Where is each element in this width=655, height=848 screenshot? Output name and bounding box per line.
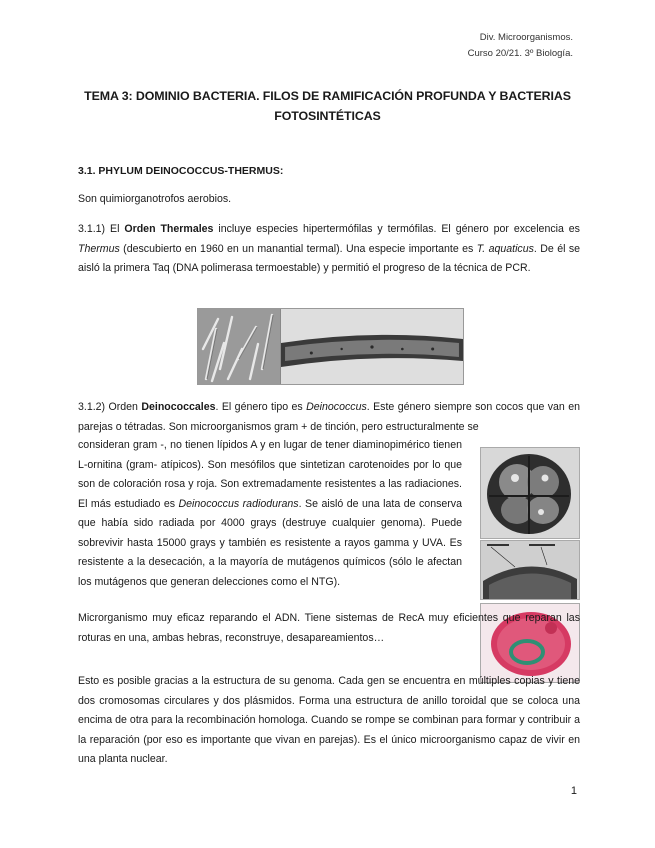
- thermus-cell-image: [281, 309, 463, 384]
- deinococcales-paragraph-continued: [78, 436, 462, 592]
- deinococcales-bold-term: Deinococcales: [141, 401, 216, 413]
- deinococcales-text: . El género tipo es: [215, 401, 307, 413]
- deinococcales-text: . Se aisló de una lata de conserva que había sido radiada por 4000 grays (destruye cualquier genoma). Puede sobrevivir hasta 15000 grays y también es resistente a rayos gamma y UVA. Es resistente a la desecación, a la mayoría de mutágenos químicos (sólo le afectan los mutágenos que generan delecciones como el NTG).: [78, 497, 463, 588]
- header-course-name: Div. Microorganismos.: [479, 32, 573, 43]
- document-header: [468, 30, 573, 62]
- title-line-2: FOTOSINTÉTICAS: [274, 109, 381, 123]
- thermus-rods-image: [198, 309, 281, 384]
- thermales-text: (descubierto en 1960 en un manantial termal). Una especie importante es: [119, 242, 477, 255]
- deinococcales-italic-term: Deinococcus radiodurans: [178, 497, 299, 510]
- deinococcales-text: . Este género siempre son cocos que van en parejas o tétradas. Son microorganismos gram + de tinción, pero estructuralmente se: [78, 401, 580, 433]
- thermales-italic-term: Thermus: [78, 242, 120, 255]
- page-title: [60, 86, 595, 126]
- intro-paragraph: Son quimiorganotrofos aerobios.: [78, 193, 232, 205]
- thermales-text: 3.1.1) El: [78, 223, 125, 235]
- deinococcales-italic-term: Deinococcus: [306, 401, 367, 413]
- thermales-text: incluye especies hipertermófilas y termófilas. El género por excelencia es: [213, 223, 580, 235]
- deinococcales-paragraph-start: [78, 398, 580, 437]
- page-number: 1: [570, 785, 577, 797]
- deinococcales-text: consideran gram -, no tienen lípidos A y en lugar de tener diaminopimérico tienen L-ornitina (gram- atípicos). Son mesófilos que sintetizan carotenoides por lo que son de coloración rosa y roja. Son extremadamente resistentes a las radiaciones. El más estudiado es: [78, 439, 462, 510]
- dna-repair-paragraph: Microrganismo muy eficaz reparando el ADN. Tiene sistemas de RecA muy eficientes que reparan las roturas en una, ambas hebras, reconstruye, desapareamientos…: [78, 612, 580, 644]
- thermales-italic-term: T. aquaticus: [476, 242, 534, 255]
- thermales-bold-term: Orden Thermales: [124, 223, 214, 235]
- title-line-1: TEMA 3: DOMINIO BACTERIA. FILOS DE RAMIFICACIÓN PROFUNDA Y BACTERIAS: [84, 89, 571, 103]
- deinococcus-section-micrograph: [480, 540, 580, 600]
- thermales-paragraph: [78, 220, 580, 279]
- thermus-micrographs: [197, 308, 464, 385]
- header-course-year: Curso 20/21. 3º Biología.: [467, 48, 573, 59]
- section-heading: 3.1. PHYLUM DEINOCOCCUS-THERMUS:: [78, 165, 284, 177]
- deinococcales-text: 3.1.2) Orden: [78, 401, 142, 413]
- genome-paragraph: Esto es posible gracias a la estructura de su genoma. Cada gen se encuentra en múltiples copias y tiene dos cromosomas circulares y dos plásmidos. Forma una estructura de anillo toroidal que se coloca una encima de otra para la recombinación homologa. Cuando se rompe se combinan para formar y contribuir a la reparación (por eso es importante que vivan en parejas). Es el único microorganismo capaz de vivir en una planta nuclear.: [78, 675, 580, 765]
- deinococcus-tetrad-micrograph: [480, 447, 580, 539]
- thermales-text: . De él se aisló la primera Taq (DNA polimerasa termoestable) y permitió el progreso de la técnica de PCR.: [78, 242, 581, 274]
